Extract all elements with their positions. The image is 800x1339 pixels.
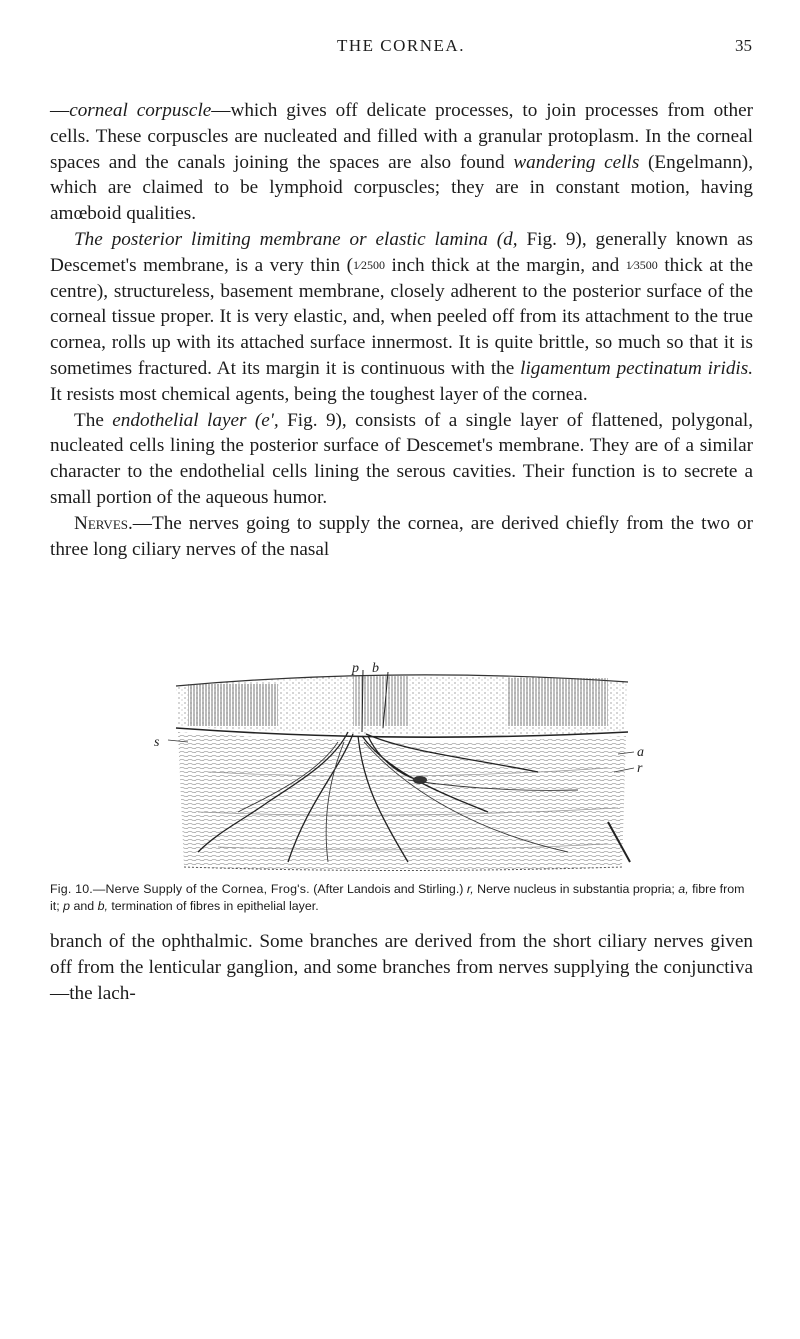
- caption-credit: (After Landois and Stirling.): [313, 882, 464, 896]
- paragraph-nerve-branches: branch of the ophthalmic. Some branches are derived from the short ciliary nerves given off from the lenticular ganglion, and some branches from nerves supplying the conjunctiva—the lach-: [50, 931, 753, 1004]
- columnar-cells-left: [188, 684, 278, 726]
- caption-label: Fig. 10.—Nerve Supply of the Cornea, Frog's.: [50, 882, 310, 896]
- figure-label-b: b: [372, 662, 379, 676]
- term-endothelial-layer: endothelial layer: [112, 409, 247, 431]
- term-corneal-corpuscle: corneal corpuscle: [69, 100, 212, 121]
- fraction-centre: 1⁄3500: [625, 257, 658, 272]
- term-posterior-limiting-membrane: The posterior limiting membrane or elastic lamina: [74, 228, 488, 250]
- nerve-nucleus: [413, 776, 427, 784]
- term-ligamentum: ligamentum pectinatum iridis.: [520, 357, 754, 379]
- page-header: [50, 34, 752, 64]
- term-wandering-cells: wandering cells: [513, 151, 640, 173]
- figure-caption: Fig. 10.—Nerve Supply of the Cornea, Frog's. (After Landois and Stirling.) r, Nerve nucleus in substantia propria; a, fibre from it; p and b, termination of fibres in epithelial layer.: [50, 882, 745, 913]
- paragraph-nerves: Nerves.—The nerves going to supply the cornea, are derived chiefly from the two or three long ciliary nerves of the nasal: [50, 512, 753, 560]
- running-title: THE CORNEA.: [337, 36, 465, 55]
- paragraph-corneal-corpuscle: —corneal corpuscle—which gives off delicate processes, to join processes from other cells. These corpuscles are nucleated and filled with a granular protoplasm. In the corneal spaces and the canals joining the spaces are also found wandering cells (Engelmann), which are claimed to be lymphoid corpuscles; they are in constant motion, having amœboid qualities.: [50, 100, 753, 225]
- body-text-top: [50, 98, 753, 562]
- body-text-bottom: [50, 929, 753, 1006]
- figure-label-a: a: [637, 745, 644, 760]
- cornea-nerve-figure: [148, 662, 658, 877]
- paragraph-posterior-membrane: The posterior limiting membrane or elastic lamina (d, Fig. 9), generally known as Descemet's membrane, is a very thin (1⁄2500 inch thick at the margin, and 1⁄3500 thick at the centre), structureless, basement membrane, closely adherent to the posterior surface of the corneal tissue proper. It is very elastic, and, when peeled off from its attachment to the true cornea, rolls up with its attached surface innermost. It is quite brittle, so much so that it is sometimes fractured. At its margin it is continuous with the ligamentum pectinatum iridis. It resists most chemical agents, being the toughest layer of the cornea.: [50, 228, 754, 405]
- figure-label-p: p: [352, 662, 359, 676]
- columnar-cells-right: [508, 678, 608, 726]
- columnar-cells-middle: [353, 676, 408, 726]
- figure-label-r: r: [637, 761, 643, 776]
- page-number: 35: [735, 36, 752, 55]
- section-heading-nerves: Nerves.: [74, 512, 133, 534]
- fraction-margin: 1⁄2500: [353, 257, 386, 272]
- paragraph-endothelial-layer: The endothelial layer (e', Fig. 9), consists of a single layer of flattened, polygonal, nucleated cells lining the posterior surface of Descemet's membrane. They are of a similar character to the endothelial cells lining the serous cavities. Their function is to secrete a small portion of the aqueous humor.: [50, 409, 754, 508]
- figure-label-s: s: [154, 735, 160, 750]
